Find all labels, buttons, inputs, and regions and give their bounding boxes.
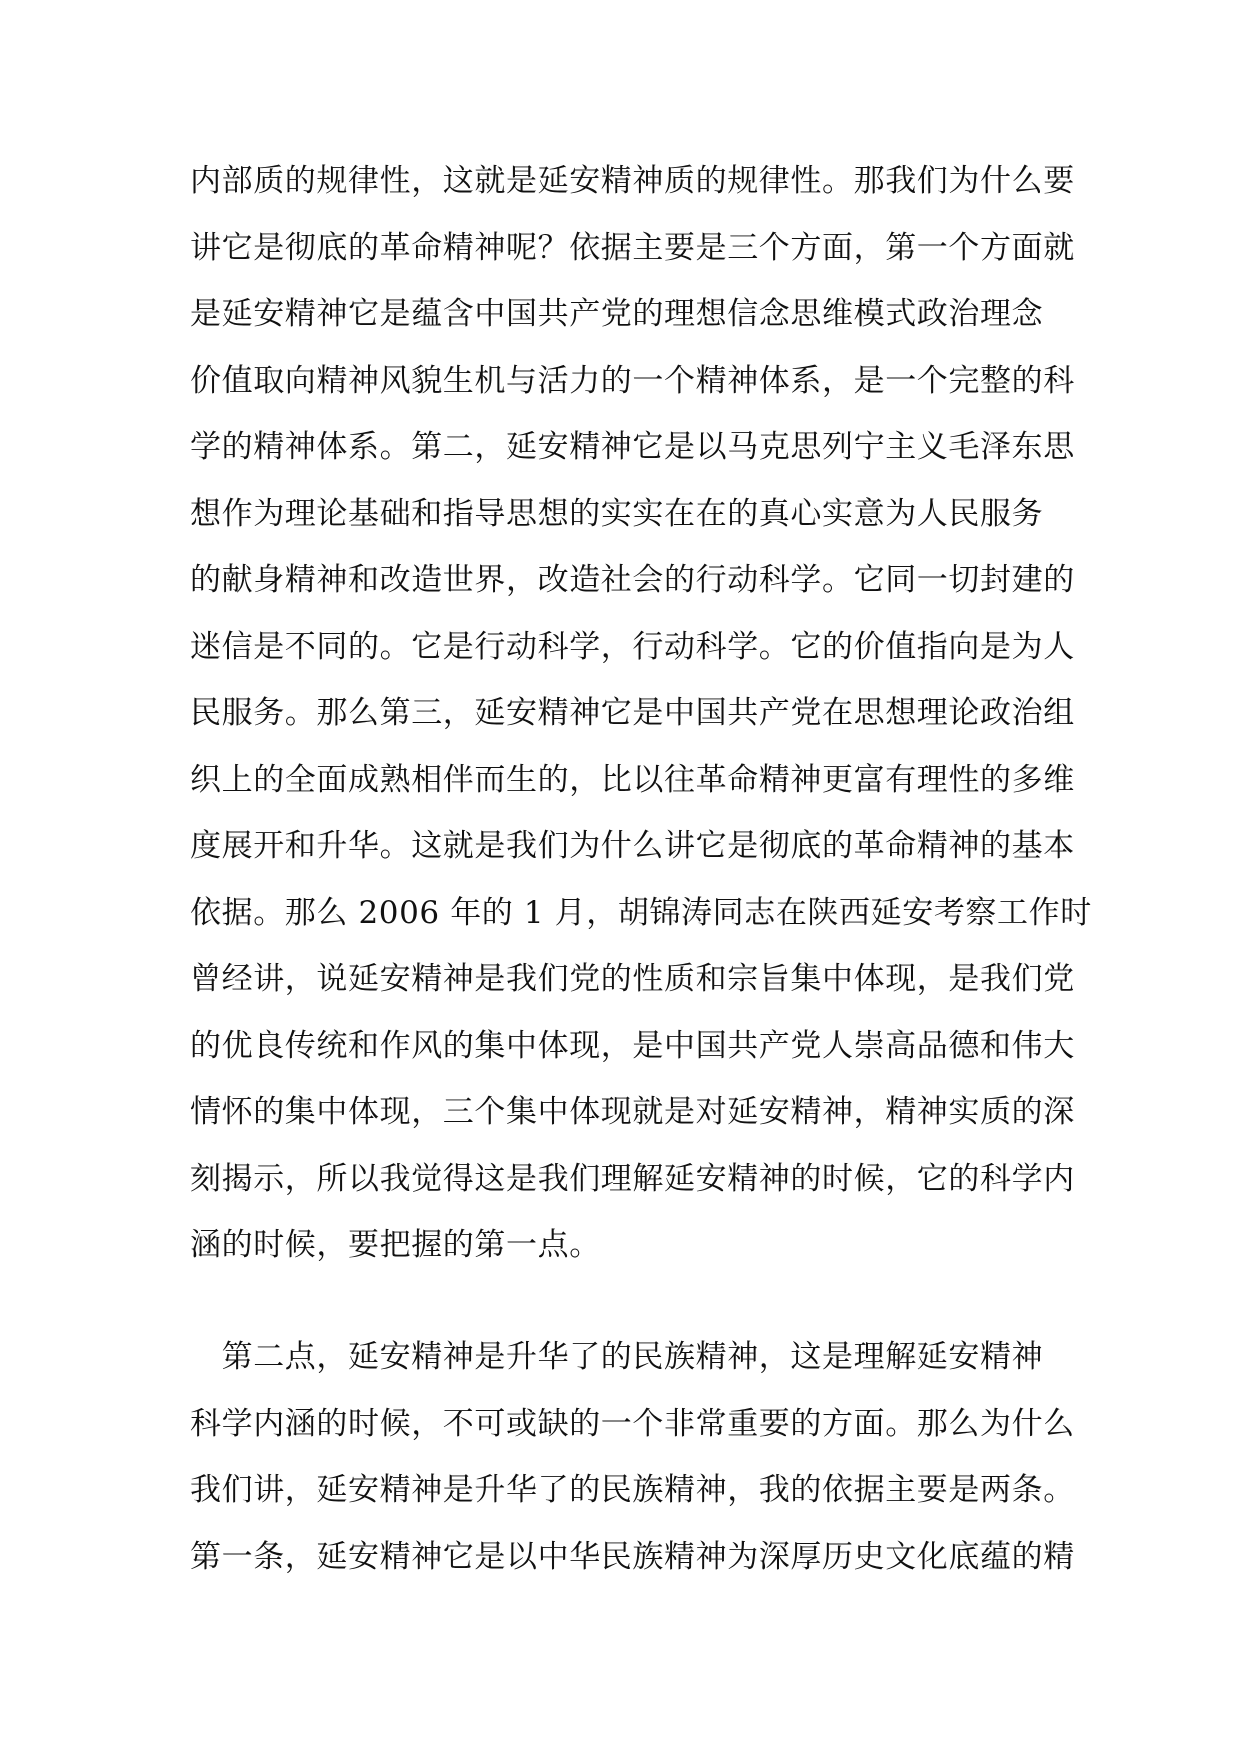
text-line: 第二点，延安精神是升华了的民族精神，这是理解延安精神 [190, 1339, 1044, 1375]
text-line: 第一条，延安精神它是以中华民族精神为深厚历史文化底蕴的精 [190, 1538, 1075, 1575]
text-line: 内部质的规律性，这就是延安精神质的规律性。那我们为什么要 [190, 163, 1075, 199]
text-line: 依据。那么 2006 年的 1 月，胡锦涛同志在陕西延安考察工作时 [190, 894, 1092, 931]
text-line: 是延安精神它是蕴含中国共产党的理想信念思维模式政治理念 [190, 296, 1044, 332]
text-line: 价值取向精神风貌生机与活力的一个精神体系，是一个完整的科 [190, 362, 1075, 399]
text-line: 迷信是不同的。它是行动科学，行动科学。它的价值指向是为人 [190, 628, 1075, 665]
text-line: 的优良传统和作风的集中体现，是中国共产党人崇高品德和伟大 [190, 1027, 1075, 1064]
text-line: 我们讲，延安精神是升华了的民族精神，我的依据主要是两条。 [190, 1472, 1075, 1508]
text-line: 想作为理论基础和指导思想的实实在在的真心实意为人民服务 [190, 495, 1044, 532]
text-line: 科学内涵的时候，不可或缺的一个非常重要的方面。那么为什么 [190, 1405, 1075, 1442]
text-line: 织上的全面成熟相伴而生的，比以往革命精神更富有理性的多维 [190, 761, 1075, 798]
text-line: 度展开和升华。这就是我们为什么讲它是彻底的革命精神的基本 [190, 828, 1075, 864]
text-line: 刻揭示，所以我觉得这是我们理解延安精神的时候，它的科学内 [190, 1160, 1075, 1197]
text-line: 民服务。那么第三，延安精神它是中国共产党在思想理论政治组 [190, 695, 1075, 731]
text-line: 曾经讲，说延安精神是我们党的性质和宗旨集中体现，是我们党 [190, 961, 1075, 997]
text-line: 的献身精神和改造世界，改造社会的行动科学。它同一切封建的 [190, 562, 1075, 598]
text-line: 讲它是彻底的革命精神呢？依据主要是三个方面，第一个方面就 [190, 229, 1075, 266]
text-line: 涵的时候，要把握的第一点。 [190, 1227, 601, 1263]
text-line: 学的精神体系。第二，延安精神它是以马克思列宁主义毛泽东思 [190, 429, 1075, 465]
text-line: 情怀的集中体现，三个集中体现就是对延安精神，精神实质的深 [190, 1094, 1075, 1130]
paragraph-1 [190, 148, 1092, 1279]
paragraph-2 [190, 1324, 1075, 1590]
